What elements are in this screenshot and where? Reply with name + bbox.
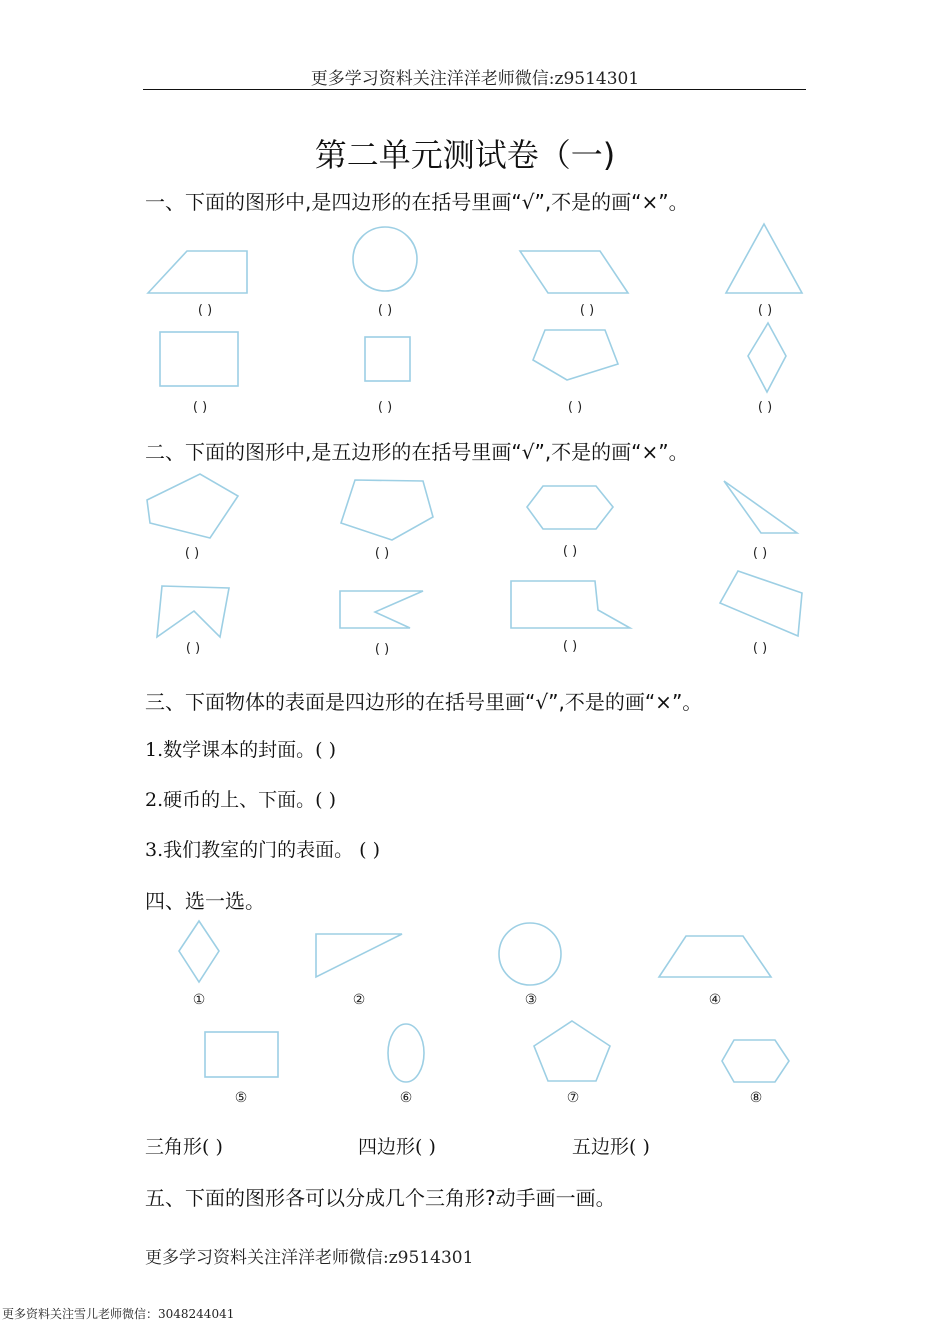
q2-blank-4[interactable]: ( ): [752, 546, 768, 561]
q2-blank-5[interactable]: ( ): [185, 641, 201, 656]
q4-triangle-shape: [316, 934, 402, 977]
q1-triangle-shape: [726, 224, 802, 293]
q2-hexagon-shape: [527, 486, 613, 529]
q2-blank-3[interactable]: ( ): [562, 544, 578, 559]
q2-blank-6[interactable]: ( ): [374, 642, 390, 657]
answer-triangle: 三角形( ): [145, 1136, 223, 1158]
question-1-text: 一、下面的图形中,是四边形的在括号里画“√”,不是的画“×”。: [145, 190, 689, 214]
question-2-text: 二、下面的图形中,是五边形的在括号里画“√”,不是的画“×”。: [145, 440, 689, 464]
shape-number-3: ③: [524, 992, 538, 1008]
q1-parallelogram-shape: [520, 251, 628, 293]
q1-blank-4[interactable]: ( ): [757, 303, 773, 318]
q4-hexagon-shape: [722, 1040, 789, 1082]
question-3-item-1: 1.数学课本的封面。( ): [145, 739, 336, 761]
q2-pentagon-1-shape: [147, 474, 238, 538]
q1-blank-7[interactable]: ( ): [567, 400, 583, 415]
q2-blank-2[interactable]: ( ): [374, 546, 390, 561]
q2-blank-7[interactable]: ( ): [562, 639, 578, 654]
q2-slanted-quad-shape: [720, 571, 802, 636]
q1-pentagon-shape: [533, 330, 618, 380]
q1-square-shape: [365, 337, 410, 381]
shape-number-7: ⑦: [566, 1090, 580, 1106]
q1-rectangle-shape: [160, 332, 238, 386]
q2-blank-8[interactable]: ( ): [752, 641, 768, 656]
q2-triangle-shape: [724, 481, 797, 533]
q2-irregular-pentagon-shape: [511, 581, 630, 628]
q4-rectangle-shape: [205, 1032, 278, 1077]
shape-number-4: ④: [708, 992, 722, 1008]
q1-blank-6[interactable]: ( ): [377, 400, 393, 415]
q1-blank-8[interactable]: ( ): [757, 400, 773, 415]
q1-blank-5[interactable]: ( ): [192, 400, 208, 415]
shape-number-6: ⑥: [399, 1090, 413, 1106]
q4-trapezoid-shape: [659, 936, 771, 977]
q1-rhombus-shape: [748, 323, 786, 392]
shape-number-2: ②: [352, 992, 366, 1008]
q4-circle-shape: [499, 923, 561, 985]
question-3-text: 三、下面物体的表面是四边形的在括号里画“√”,不是的画“×”。: [145, 690, 703, 714]
q4-pentagon-shape: [534, 1021, 610, 1081]
q2-blank-1[interactable]: ( ): [184, 546, 200, 561]
q1-blank-2[interactable]: ( ): [377, 303, 393, 318]
q2-concave-pentagon-shape: [157, 586, 229, 637]
q1-circle-shape: [353, 227, 417, 291]
shape-number-8: ⑧: [749, 1090, 763, 1106]
answer-quadrilateral: 四边形( ): [358, 1136, 436, 1158]
q2-pentagon-2-shape: [341, 480, 433, 540]
page-header: 更多学习资料关注洋洋老师微信:z9514301: [310, 69, 640, 89]
watermark: 更多资料关注雪儿老师微信：3048244041: [2, 1307, 235, 1321]
question-3-item-2: 2.硬币的上、下面。( ): [145, 789, 336, 811]
shape-number-1: ①: [192, 992, 206, 1008]
page-footer: 更多学习资料关注洋洋老师微信:z9514301: [145, 1248, 474, 1268]
question-4-text: 四、选一选。: [145, 889, 265, 913]
shape-number-5: ⑤: [234, 1090, 248, 1106]
q1-trapezoid-shape: [148, 251, 247, 293]
question-3-item-3: 3.我们教室的门的表面。 ( ): [145, 839, 381, 861]
page-title: 第二单元测试卷（一): [314, 136, 616, 174]
q1-blank-3[interactable]: ( ): [579, 303, 595, 318]
answer-pentagon: 五边形( ): [572, 1136, 650, 1158]
question-5-text: 五、下面的图形各可以分成几个三角形?动手画一画。: [145, 1186, 616, 1210]
q4-rhombus-shape: [179, 921, 219, 982]
q4-oval-shape: [388, 1024, 424, 1082]
q1-blank-1[interactable]: ( ): [197, 303, 213, 318]
q2-notched-shape: [340, 591, 423, 628]
